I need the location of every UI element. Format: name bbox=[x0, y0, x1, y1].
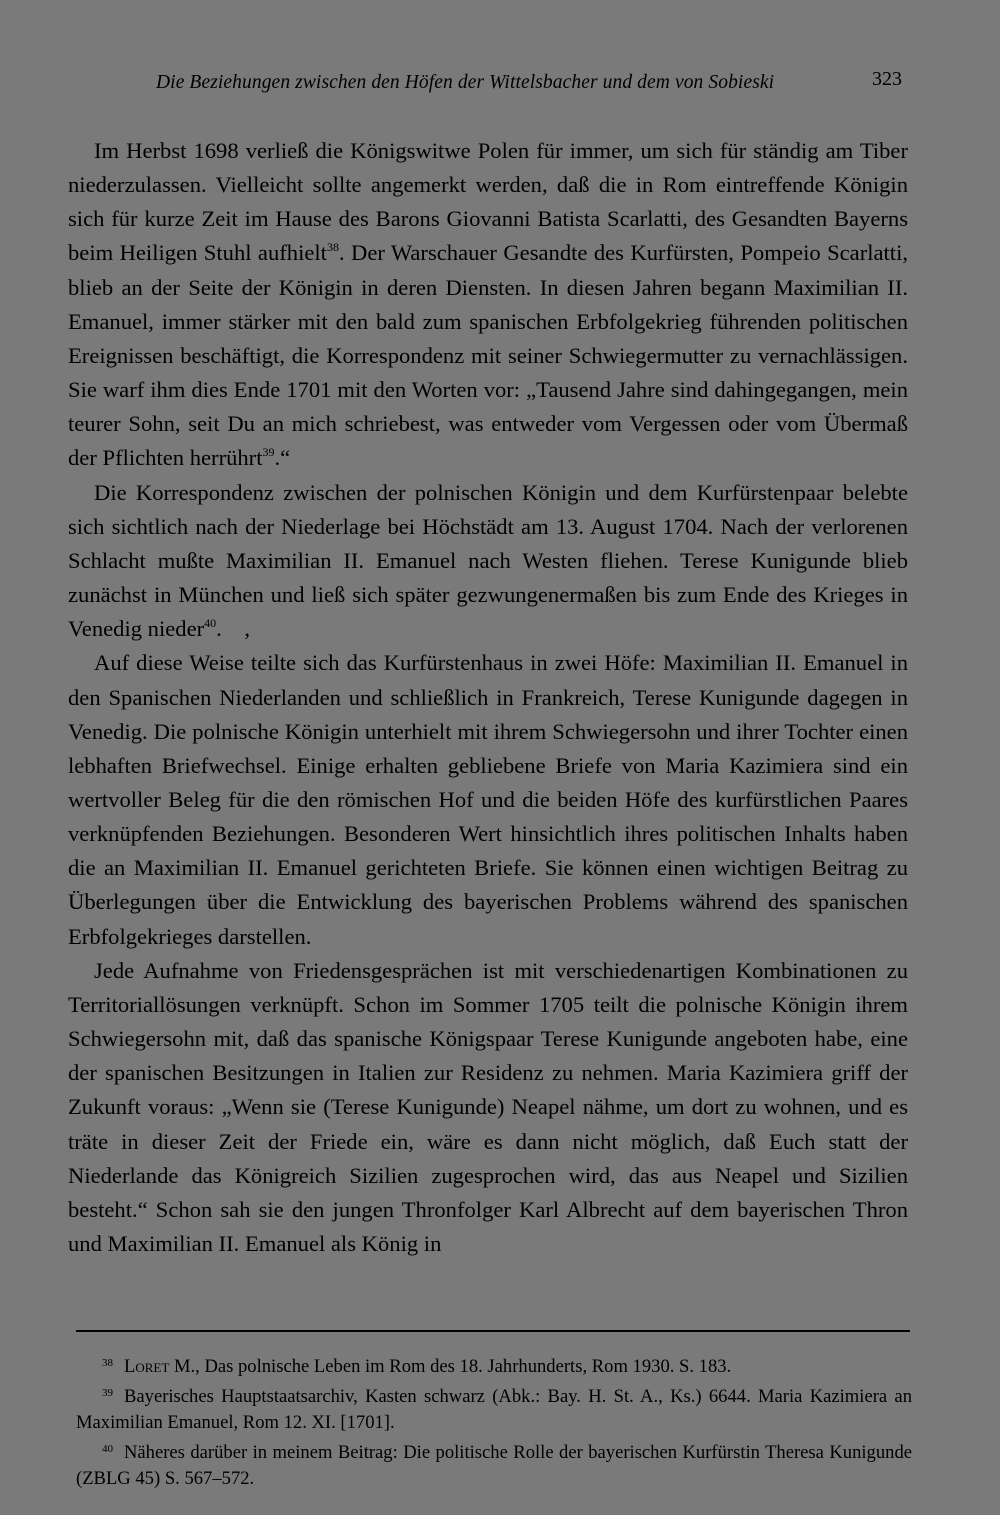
paragraph bbox=[68, 476, 908, 647]
text-run: . , bbox=[216, 616, 251, 642]
footnotes bbox=[76, 1350, 912, 1492]
footnote-divider bbox=[76, 1330, 910, 1332]
footnote-reference: 39 bbox=[262, 445, 275, 460]
footnote bbox=[76, 1350, 912, 1380]
running-title: Die Beziehungen zwischen den Höfen der Wittelsbacher und dem von Sobieski bbox=[156, 72, 775, 93]
footnote-number: 40 bbox=[102, 1443, 113, 1455]
footnote-text: Näheres darüber in meinem Beitrag: Die politische Rolle der bayerischen Kurfürstin Theresa Kunigunde (ZBLG 45) S. 567–572. bbox=[76, 1442, 912, 1489]
footnote-author: Loret bbox=[124, 1356, 170, 1377]
text-run: Im Herbst 1698 verließ die Königswitwe Polen für immer, um sich für ständig am Tiber niederzulassen. Vielleicht sollte angemerkt werden, daß die in Rom eintreffende Königin sich für kurze Zeit im Hause des Barons Giovanni Batista Scarlatti, des Gesandten Bayerns beim Heiligen Stuhl aufhielt bbox=[68, 138, 908, 266]
text-run: Auf diese Weise teilte sich das Kurfürstenhaus in zwei Höfe: Maximilian II. Emanuel in den Spanischen Niederlanden und schließlich in Frankreich, Terese Kunigunde dagegen in Venedig. Die polnische Königin unterhielt mit ihrem Schwiegersohn und ihrer Tochter einen lebhaften Briefwechsel. Einige erhalten gebliebene Briefe von Maria Kazimiera sind ein wertvoller Beleg für die den römischen Hof und die beiden Höfe des kurfürstlichen Paares verknüpfenden Beziehungen. Besonderen Wert hinsichtlich ihres politischen Inhalts haben die an Maximilian II. Emanuel gerichteten Briefe. Sie können einen wichtigen Beitrag zu Überlegungen über die Entwicklung des bayerischen Problems während des spanischen Erbfolgekrieges darstellen. bbox=[68, 650, 908, 949]
footnote-reference: 38 bbox=[326, 240, 339, 255]
text-run: . Der Warschauer Gesandte des Kurfürsten, Pompeio Scarlatti, blieb an der Seite der Königin in deren Diensten. In diesen Jahren begann Maximilian II. Emanuel, immer stärker mit den bald zum spanischen Erbfolgekrieg führenden politischen Ereignissen beschäftigt, die Korrespondenz mit seiner Schwiegermutter zu vernachlässigen. Sie warf ihm dies Ende 1701 mit den Worten vor: „Tausend Jahre sind dahingegangen, mein teurer Sohn, seit Du an mich schriebest, was entweder vom Vergessen oder vom Übermaß der Pflichten herrührt bbox=[68, 240, 909, 471]
paragraph bbox=[68, 954, 908, 1261]
running-head bbox=[150, 66, 910, 102]
text-run: Jede Aufnahme von Friedensgesprächen ist mit verschiedenartigen Kombinationen zu Territoriallösungen verknüpft. Schon im Sommer 1705 teilt die polnische Königin ihrem Schwiegersohn mit, daß das spanische Königspaar Terese Kunigunde angeboten habe, eine der spanischen Besitzungen in Italien zur Residenz zu nehmen. Maria Kazimiera griff der Zukunft voraus: „Wenn sie (Terese Kunigunde) Neapel nähme, um dort zu wohnen, und es träte in dieser Zeit der Friede ein, wäre es dann nicht möglich, daß Euch statt der Niederlande das Königreich Sizilien zugesprochen wird, das aus Neapel und Sizilien besteht.“ Schon sah sie den jungen Thronfolger Karl Albrecht auf dem bayerischen Thron und Maximilian II. Emanuel als König in bbox=[68, 957, 908, 1256]
text-run: .“ bbox=[274, 445, 291, 471]
footnote-number: 39 bbox=[102, 1387, 113, 1399]
paragraph bbox=[68, 646, 908, 953]
paragraph bbox=[68, 134, 908, 476]
footnote-number: 38 bbox=[102, 1357, 113, 1369]
footnote bbox=[76, 1380, 912, 1436]
footnote bbox=[76, 1436, 912, 1492]
footnote-text: M., Das polnische Leben im Rom des 18. Jahrhunderts, Rom 1930. S. 183. bbox=[169, 1356, 732, 1377]
page-number: 323 bbox=[872, 68, 902, 90]
footnote-text: Bayerisches Hauptstaatsarchiv, Kasten schwarz (Abk.: Bay. H. St. A., Ks.) 6644. Maria Kazimiera an Maximilian Emanuel, Rom 12. XI. [1701]. bbox=[76, 1386, 912, 1433]
footnote-reference: 40 bbox=[204, 616, 217, 631]
text-run: Die Korrespondenz zwischen der polnischen Königin und dem Kurfürstenpaar belebte sich sichtlich nach der Niederlage bei Höchstädt am 13. August 1704. Nach der verlorenen Schlacht mußte Maximilian II. Emanuel nach Westen fliehen. Terese Kunigunde blieb zunächst in München und ließ sich später gezwungenermaßen bis zum Ende des Krieges in Venedig nieder bbox=[68, 479, 908, 642]
body-text bbox=[68, 134, 908, 1261]
